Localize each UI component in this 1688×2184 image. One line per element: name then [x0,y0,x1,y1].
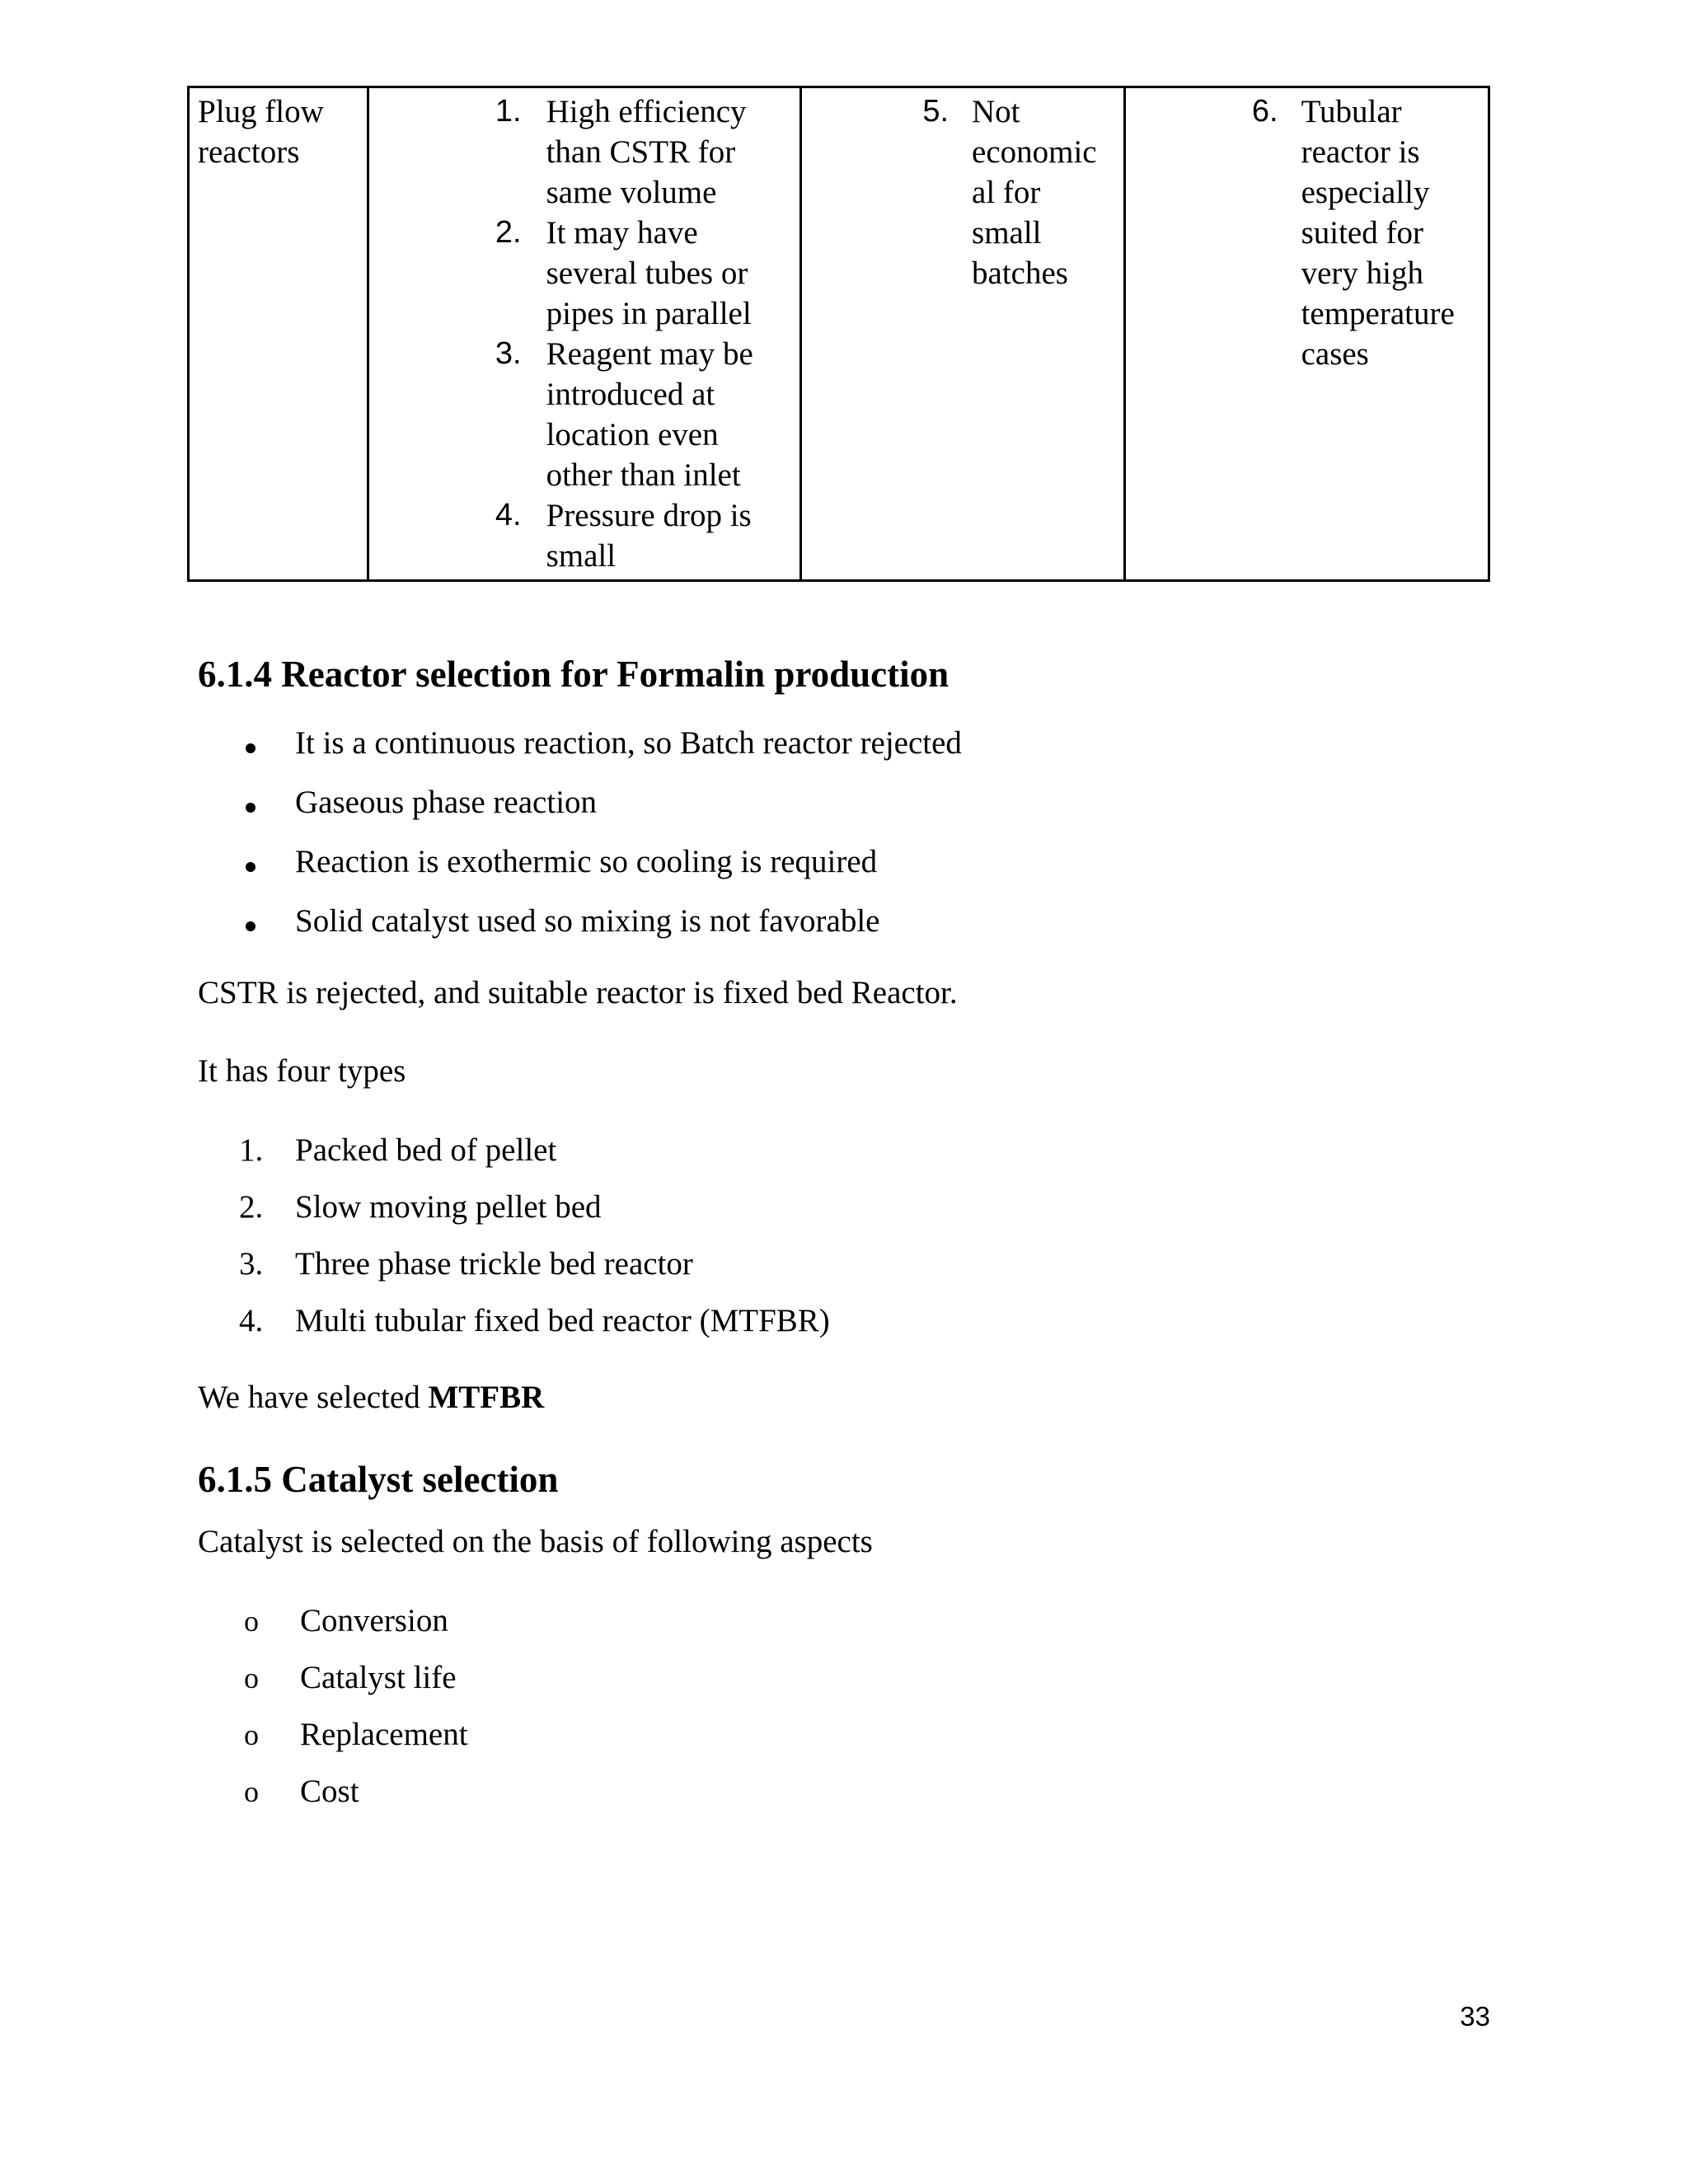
section-heading-6-1-5: 6.1.5 Catalyst selection [198,1459,559,1500]
item-number: 2. [239,1189,264,1225]
list-item [239,782,962,823]
circle-bullet-icon: o [244,1718,259,1751]
circle-bullet-icon: o [244,1775,259,1808]
circle-bullet-icon: o [244,1661,259,1694]
item-number: 2. [495,215,522,250]
item-text: Tubular reactor is especially suited for very high temperature cases [1301,94,1455,372]
item-text: Replacement [300,1717,468,1752]
item-text: Slow moving pellet bed [295,1189,602,1225]
circle-bullet-icon: o [244,1605,259,1638]
bullet-text: It is a continuous reaction, so Batch reactor rejected [295,725,962,761]
bullet-text: Solid catalyst used so mixing is not favorable [295,903,880,939]
catalyst-aspects-list [239,1601,468,1812]
list-item [239,1657,468,1699]
reactor-comparison-table [187,86,1490,582]
bullet-text: Reaction is exothermic so cooling is required [295,844,878,879]
item-text: Cost [300,1774,359,1809]
item-text: High efficiency than CSTR for same volume [546,94,747,210]
item-text: Multi tubular fixed bed reactor (MTFBR) [295,1303,830,1338]
item-number: 4. [495,498,522,532]
advantages-cell [368,87,800,581]
list-item [239,841,962,883]
list-item [239,1771,468,1812]
list-item [377,495,791,576]
catalyst-intro-paragraph: Catalyst is selected on the basis of following aspects [198,1524,873,1559]
section-heading-6-1-4: 6.1.4 Reactor selection for Formalin production [198,654,950,695]
selected-reactor: MTFBR [428,1380,545,1415]
item-number: 1. [239,1132,264,1168]
bullet-icon [239,782,295,823]
bullet-icon [239,723,295,764]
item-text: Conversion [300,1603,448,1638]
item-text: Pressure drop is small [546,498,752,574]
applications-cell [1124,87,1489,581]
list-item [239,1714,468,1755]
list-item [239,723,962,764]
list-item [239,1301,830,1342]
table-row [189,87,1489,581]
list-item [239,901,962,942]
item-text: Three phase trickle bed reactor [295,1246,693,1282]
list-item [1134,91,1479,374]
conclusion-paragraph: CSTR is rejected, and suitable reactor is fixed bed Reactor. [198,975,958,1010]
list-item [239,1187,830,1228]
item-number: 4. [239,1303,264,1338]
list-item [239,1601,468,1642]
item-text: Reagent may be introduced at location even other than inlet [546,336,753,493]
item-text: It may have several tubes or pipes in parallel [546,215,752,331]
item-number: 3. [495,336,522,371]
reactor-type-cell [189,87,368,581]
selection-paragraph [198,1377,544,1418]
item-text: Packed bed of pellet [295,1132,557,1168]
item-number: 5. [922,94,950,129]
item-number: 3. [239,1246,264,1282]
reactor-types-list [239,1130,830,1342]
bullet-icon [239,841,295,883]
item-number: 6. [1251,94,1278,129]
item-text: Catalyst life [300,1660,457,1695]
bullet-text: Gaseous phase reaction [295,785,598,820]
list-item [810,91,1115,293]
item-number: 1. [495,94,522,129]
reactor-type-label: Plug flow reactors [198,94,324,170]
page-number: 33 [1460,2001,1490,2032]
list-item [239,1130,830,1171]
disadvantages-cell [801,87,1125,581]
bullet-icon [239,901,295,942]
types-intro-paragraph: It has four types [198,1053,406,1089]
list-item [377,91,791,213]
list-item [377,334,791,495]
item-text: Not economic al for small batches [972,94,1097,291]
list-item [239,1244,830,1285]
selection-prefix: We have selected [198,1380,429,1415]
reactor-criteria-list [239,723,962,942]
list-item [377,213,791,334]
